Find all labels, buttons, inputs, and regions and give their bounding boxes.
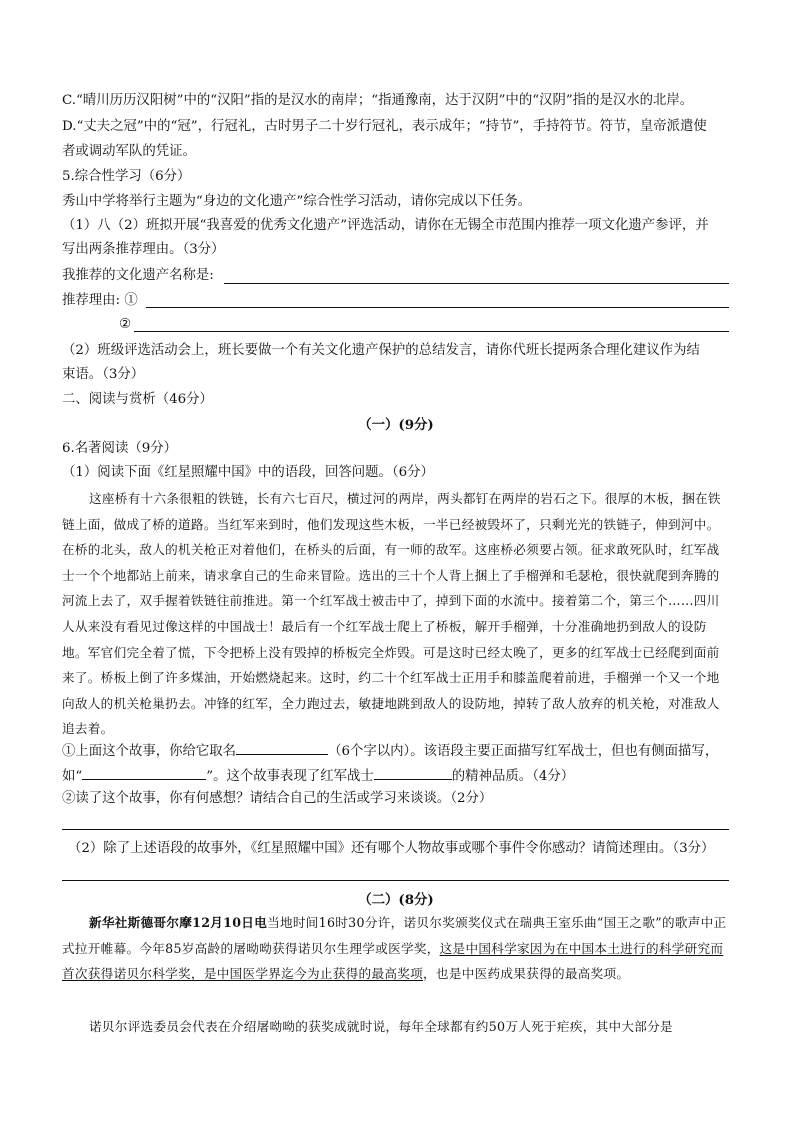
reason-2-answer-line[interactable] [134, 331, 729, 332]
q6-q1-line2 [62, 766, 574, 786]
reason-2-label: ② [119, 317, 132, 332]
q6-q1-text-a: ①上面这个故事，你给它取名 [62, 744, 237, 759]
q6-sub2: （2）除了上述语段的故事外，《红星照耀中国》还有哪个人物故事或哪个事件令你感动？请简述理由。（3分） [68, 841, 715, 856]
q6-sub2-answer-line[interactable] [62, 880, 729, 881]
part-2-heading: （二）(8分) [358, 892, 434, 908]
nobel-news-paragraph-2: 诺贝尔评选委员会代表在介绍屠呦呦的获奖成就时说，每年全球都有约50万人死于疟疾，其中大部分是 [89, 1019, 673, 1034]
q6-title: 6.名著阅读（9分） [62, 441, 178, 456]
section-2-title: 二、阅读与赏析（46分） [62, 392, 213, 407]
news-p1-underlined: 这是中国科学家因为在中国本土进行的科学研究而首次获得诺贝尔科学奖，是中国医学界迄今为止获得的最高奖项 [62, 940, 724, 982]
q6-q1-text-e: 的精神品质。（4分） [451, 769, 575, 784]
news-p1-after: ，也是中医药成果获得的最高奖项。 [423, 966, 630, 982]
news-dateline: 新华社斯德哥尔摩12月10日电 [89, 915, 268, 930]
red-star-passage: 这座桥有十六条很粗的铁链，长有六七百尺，横过河的两岸，两头都钉在两岸的岩石之下。很厚的木板，捆在铁链上面，做成了桥的道路。当红军来到时，他们发现这些木板，一半已经被毁坏了，只剩光光的铁链子，伸到河中。在桥的北头，敌人的机关枪正对着他们，在桥头的后面，有一师的敌军。这座桥必须要占领。征求敢死队时，红军战士一个个地都站上前来，请求拿自己的生命来冒险。选出的三十个人背上捆上了手榴弹和毛瑟枪，很快就爬到奔腾的河流上去了，双手握着铁链往前推进。第一个红军战士被击中了，掉到下面的水流中。接着第二个，第三个……四川人从来没有看见过像这样的中国战士！最后有一个红军战士爬上了桥板，解开手榴弹，十分准确地扔到敌人的设防地。军官们完全着了慌，下令把桥上没有毁掉的桥板完全炸毁。可是这时已经太晚了，更多的红军战士已经爬到面前来了。桥板上倒了许多煤油，开始燃烧起来。这时，约二十个红军战士正用手和膝盖爬着前进，手榴弹一个又一个地向敌人的机关枪巢扔去。冲锋的红军，全力跑过去，敏捷地跳到敌人的设防地，掉转了敌人放弃的机关枪，对准敌人追去着。 [62, 491, 721, 737]
reason-1-answer-line[interactable] [146, 307, 729, 308]
story-title-blank[interactable] [236, 741, 328, 755]
option-c: C.“晴川历历汉阳树”中的“汉阳”指的是汉水的南岸；“指通豫南，达于汉阴”中的“汉阴”指的是汉水的北岸。 [62, 93, 694, 108]
q5-intro: 秀山中学将举行主题为“身边的文化遗产”综合性学习活动，请你完成以下任务。 [62, 194, 531, 209]
q5-task1-line2: 写出两条推荐理由。（3分） [62, 242, 225, 257]
q6-q1-line1 [62, 741, 718, 761]
option-d-line1: D.“丈夫之冠”中的“冠”，行冠礼，古时男子二十岁行冠礼，表示成年；“持节”，手持符节。符节，皇帝派遣使 [62, 119, 707, 134]
q5-task1-line1: （1）八（2）班拟开展“我喜爱的优秀文化遗产”评选活动，请你在无锡全市范围内推荐一项文化遗产参评，并 [62, 218, 709, 233]
q6-q1-text-d: ”。这个故事表现了红军战士 [206, 769, 374, 784]
option-d-line2: 者或调动军队的凭证。 [62, 144, 196, 159]
heritage-name-label: 我推荐的文化遗产名称是: [62, 268, 214, 283]
heritage-name-answer-line[interactable] [224, 283, 729, 284]
q6-q2: ②读了这个故事，你有何感想？请结合自己的生活或学习来谈谈。（2分） [62, 791, 493, 806]
q5-task2-line1: （2）班级评选活动会上，班长要做一个有关文化遗产保护的总结发言，请你代班长提两条合理化建议作为结 [62, 343, 700, 358]
q6-q1-text-b: （6个字以内）。该语段主要正面描写红军战士，但也有侧面描写， [328, 744, 719, 759]
q6-sub1: （1）阅读下面《红星照耀中国》中的语段，回答问题。（6分） [62, 465, 434, 480]
q6-q1-text-c: 如“ [62, 769, 83, 784]
side-description-blank[interactable] [82, 766, 206, 780]
q5-title: 5.综合性学习（6分） [62, 169, 191, 184]
reason-label: 推荐理由: ① [62, 293, 138, 308]
part-1-heading: （一）(9分) [358, 417, 434, 433]
q6-q2-answer-line[interactable] [62, 829, 729, 830]
nobel-news-paragraph-1 [62, 910, 730, 987]
news-p1-before: 当地时间16时30分许，诺贝尔奖颁奖仪式在瑞典王室乐曲“国王之歌”的歌声中正式拉开帷幕。今年85岁高龄的屠呦呦获得诺贝尔生理学或医学奖， [62, 915, 727, 956]
spirit-quality-blank[interactable] [374, 766, 452, 780]
q5-task2-line2: 束语。（3分） [62, 367, 145, 382]
